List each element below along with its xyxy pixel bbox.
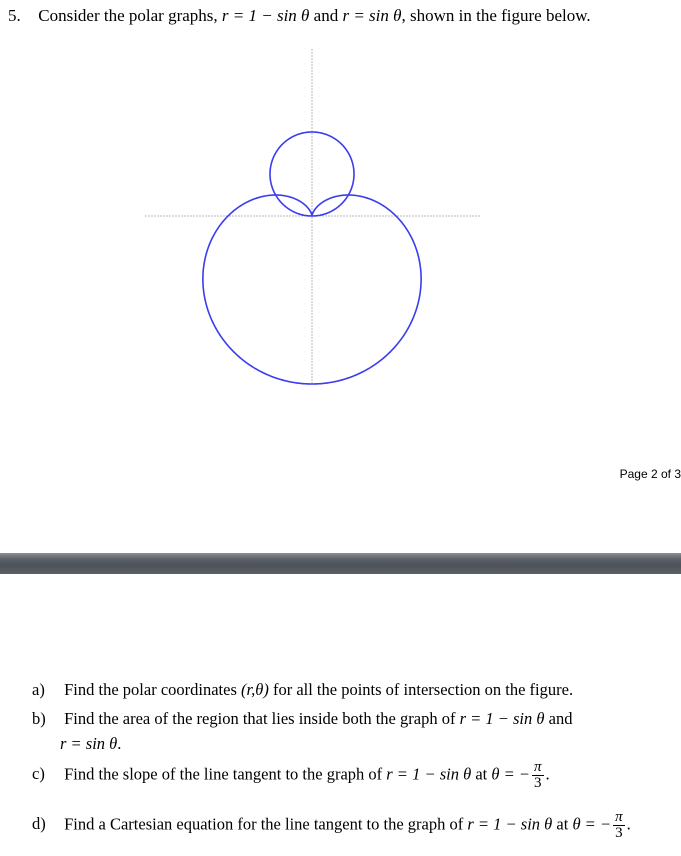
question-number: 5. xyxy=(8,6,21,25)
part-b-line2 xyxy=(60,734,121,754)
part-letter: c) xyxy=(32,764,45,784)
period: . xyxy=(545,764,550,784)
equation-circle: r = sin θ xyxy=(342,6,402,25)
at-word: at xyxy=(475,764,488,784)
equation-cardioid: r = 1 − sin θ xyxy=(459,709,545,728)
and-word: and xyxy=(548,709,573,728)
polar-coordinate-notation: (r,θ) xyxy=(241,680,269,699)
question-intro: Consider the polar graphs, xyxy=(38,6,218,25)
page-number: Page 2 of 3 xyxy=(619,467,681,481)
polar-graph-figure xyxy=(140,44,485,389)
period: . xyxy=(626,814,631,834)
pi-over-three-fraction xyxy=(532,760,544,791)
part-text: Find the slope of the line tangent to the graph of xyxy=(64,764,383,784)
part-c xyxy=(32,760,550,791)
part-letter: a) xyxy=(32,680,45,699)
part-d xyxy=(32,810,631,841)
question-intro-end: , shown in the figure below. xyxy=(401,6,591,25)
period: . xyxy=(117,734,122,753)
part-text: Find the area of the region that lies inside both the graph of xyxy=(64,709,456,728)
part-letter: b) xyxy=(32,709,46,728)
fraction-denominator: 3 xyxy=(615,825,623,841)
part-letter: d) xyxy=(32,814,46,834)
at-word: at xyxy=(556,814,569,834)
part-text: Find a Cartesian equation for the line tangent to the graph of xyxy=(64,814,464,834)
equation-cardioid: r = 1 − sin θ xyxy=(467,814,553,834)
part-text: Find the polar coordinates xyxy=(64,680,237,699)
equation-cardioid: r = 1 − sin θ xyxy=(386,764,472,784)
fraction-numerator: π xyxy=(615,809,623,825)
pi-over-three-fraction xyxy=(613,810,625,841)
equation-circle: r = sin θ xyxy=(60,734,118,753)
equation-cardioid: r = 1 − sin θ xyxy=(221,6,310,25)
part-a xyxy=(32,680,573,700)
page-break-bar xyxy=(0,553,681,574)
part-b xyxy=(32,709,572,729)
theta-equation: θ = − xyxy=(491,764,530,784)
part-text: for all the points of intersection on the figure. xyxy=(272,680,574,699)
fraction-numerator: π xyxy=(534,759,542,775)
fraction-denominator: 3 xyxy=(534,775,542,791)
question-header xyxy=(8,6,591,26)
theta-equation: θ = − xyxy=(572,814,612,834)
and-word: and xyxy=(313,6,339,25)
